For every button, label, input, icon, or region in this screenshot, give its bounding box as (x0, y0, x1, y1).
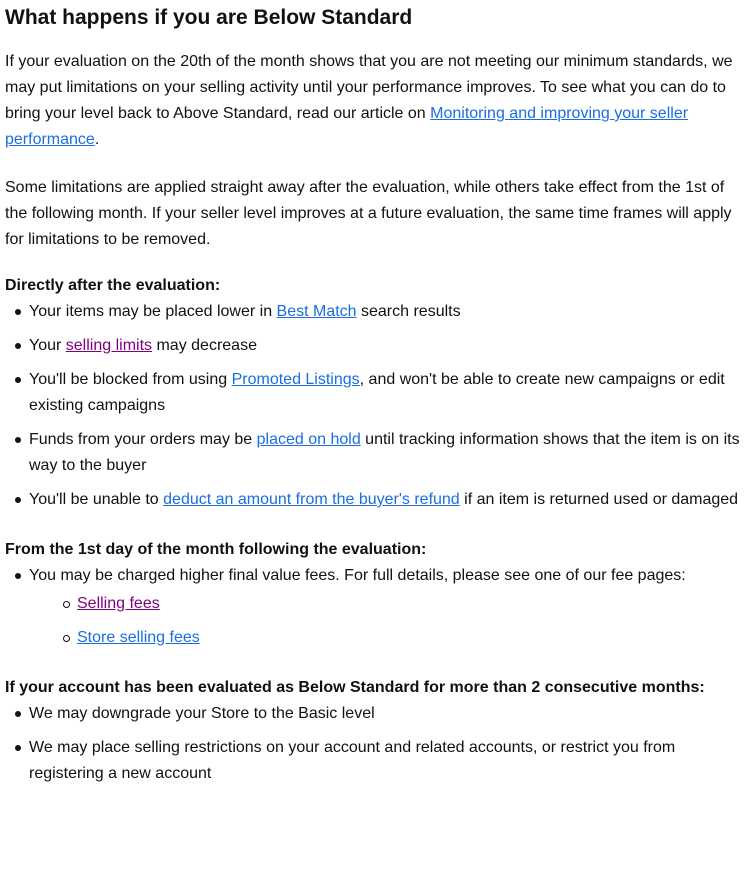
best-match-link[interactable]: Best Match (276, 303, 357, 320)
item-text: Funds from your orders may be (29, 431, 257, 448)
list-item (5, 299, 745, 325)
circle-bullet-icon (63, 601, 70, 608)
item-text: We may downgrade your Store to the Basic level (29, 705, 375, 722)
intro-text: If your evaluation on the 20th of the month shows that you are not meeting our minimum standards, we may put limitations on your selling activity until your performance improves. To see what you can do to bring your level back to Above Standard, read our article on (5, 53, 733, 122)
intro-text-end: . (94, 131, 100, 148)
item-text: You'll be blocked from using (29, 371, 232, 388)
bullet-icon (15, 711, 21, 717)
circle-bullet-icon (63, 635, 70, 642)
direct-limitations-list (5, 299, 745, 513)
following-month-list (5, 563, 745, 651)
item-text: Your items may be placed lower in (29, 303, 277, 320)
store-selling-fees-link[interactable]: Store selling fees (77, 629, 200, 646)
consecutive-months-list (5, 701, 745, 787)
bullet-icon (15, 377, 21, 383)
promoted-listings-link[interactable]: Promoted Listings (231, 371, 360, 388)
bullet-icon (15, 437, 21, 443)
item-text: , and won't be able to create new campaigns or edit existing campaigns (29, 371, 725, 414)
monitoring-performance-link[interactable]: Monitoring and improving your seller performance (5, 105, 689, 148)
list-item (5, 563, 745, 651)
page-title: What happens if you are Below Standard (5, 6, 413, 29)
selling-limits-link[interactable]: selling limits (65, 337, 153, 354)
fee-pages-list (29, 591, 745, 651)
list-item (5, 427, 745, 479)
bullet-icon (15, 309, 21, 315)
item-text: may decrease (152, 337, 257, 354)
item-text: Your (29, 337, 66, 354)
sub-list-item (29, 625, 745, 651)
list-item (5, 333, 745, 359)
item-text: You may be charged higher final value fees. For full details, please see one of our fee pages: (29, 567, 686, 584)
list-item (5, 367, 745, 419)
placed-on-hold-link[interactable]: placed on hold (256, 431, 361, 448)
bullet-icon (15, 343, 21, 349)
intro-paragraph (5, 49, 745, 153)
item-text: You'll be unable to (29, 491, 164, 508)
deduct-refund-link[interactable]: deduct an amount from the buyer's refund (163, 491, 460, 508)
list-item (5, 701, 745, 727)
following-month-heading: From the 1st day of the month following the evaluation: (5, 541, 427, 558)
consecutive-months-heading: If your account has been evaluated as Below Standard for more than 2 consecutive months: (5, 679, 705, 696)
list-item (5, 487, 745, 513)
bullet-icon (15, 573, 21, 579)
item-text: search results (356, 303, 461, 320)
selling-fees-link[interactable]: Selling fees (77, 595, 160, 612)
list-item (5, 735, 745, 787)
item-text: until tracking information shows that the item is on its way to the buyer (29, 431, 740, 474)
sub-list-item (29, 591, 745, 617)
direct-section-heading: Directly after the evaluation: (5, 277, 221, 294)
item-text: We may place selling restrictions on your account and related accounts, or restrict you from registering a new account (29, 739, 676, 782)
bullet-icon (15, 745, 21, 751)
bullet-icon (15, 497, 21, 503)
item-text: if an item is returned used or damaged (459, 491, 739, 508)
timing-paragraph: Some limitations are applied straight away after the evaluation, while others take effect from the 1st of the following month. If your seller level improves at a future evaluation, the same time frames will apply for limitations to be removed. (5, 179, 732, 248)
